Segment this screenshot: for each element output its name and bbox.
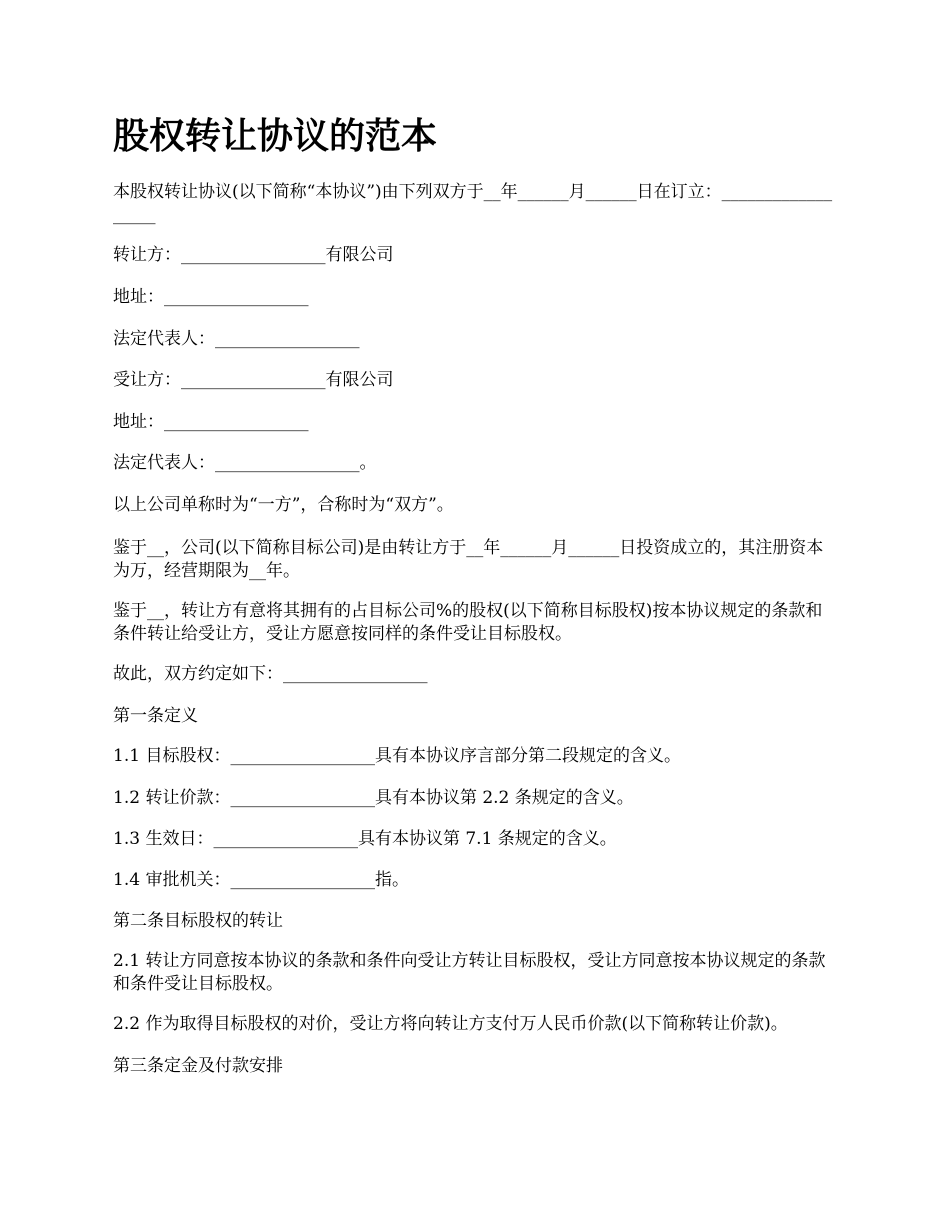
document-title: 股权转让协议的范本 xyxy=(113,115,438,157)
agreement-intro-line: 故此，双方约定如下：_________________ xyxy=(113,664,428,684)
transferee-line: 受让方：_________________有限公司 xyxy=(113,370,394,390)
transferor-line: 转让方：_________________有限公司 xyxy=(113,245,394,265)
clause-1-3: 1.3 生效日：_________________具有本协议第 7.1 条规定的含义。 xyxy=(113,829,617,849)
clause-1-1: 1.1 目标股权：_________________具有本协议序言部分第二段规定的含义。 xyxy=(113,746,681,766)
transferor-legal-rep-line: 法定代表人：_________________ xyxy=(113,329,360,349)
recital-transfer-paragraph: 鉴于__，转让方有意将其拥有的占目标公司%的股权(以下简称目标股权)按本协议规定的条款和条件转让给受让方，受让方愿意按同样的条件受让目标股权。 xyxy=(113,601,823,644)
article-1-heading: 第一条定义 xyxy=(113,706,198,726)
clause-1-4: 1.4 审批机关：_________________指。 xyxy=(113,870,409,890)
clause-2-2: 2.2 作为取得目标股权的对价，受让方将向转让方支付万人民币价款(以下简称转让价款)。 xyxy=(113,1014,788,1034)
clause-1-2: 1.2 转让价款：_________________具有本协议第 2.2 条规定的含义。 xyxy=(113,788,634,808)
article-2-heading: 第二条目标股权的转让 xyxy=(113,911,283,931)
recital-company-paragraph: 鉴于__，公司(以下简称目标公司)是由转让方于__年______月______日投资成立的，其注册资本为万，经营期限为__年。 xyxy=(113,538,824,581)
preamble-paragraph: 本股权转让协议(以下简称“本协议”)由下列双方于__年______月______日在订立：__________________ xyxy=(113,182,833,225)
transferor-address-line: 地址：_________________ xyxy=(113,287,309,307)
transferee-legal-rep-line: 法定代表人：_________________。 xyxy=(113,453,377,473)
transferee-address-line: 地址：_________________ xyxy=(113,412,309,432)
clause-2-1: 2.1 转让方同意按本协议的条款和条件向受让方转让目标股权，受让方同意按本协议规定的条款和条件受让目标股权。 xyxy=(113,951,826,994)
article-3-heading: 第三条定金及付款安排 xyxy=(113,1056,283,1076)
party-definition-paragraph: 以上公司单称时为“一方”，合称时为“双方”。 xyxy=(113,495,454,515)
